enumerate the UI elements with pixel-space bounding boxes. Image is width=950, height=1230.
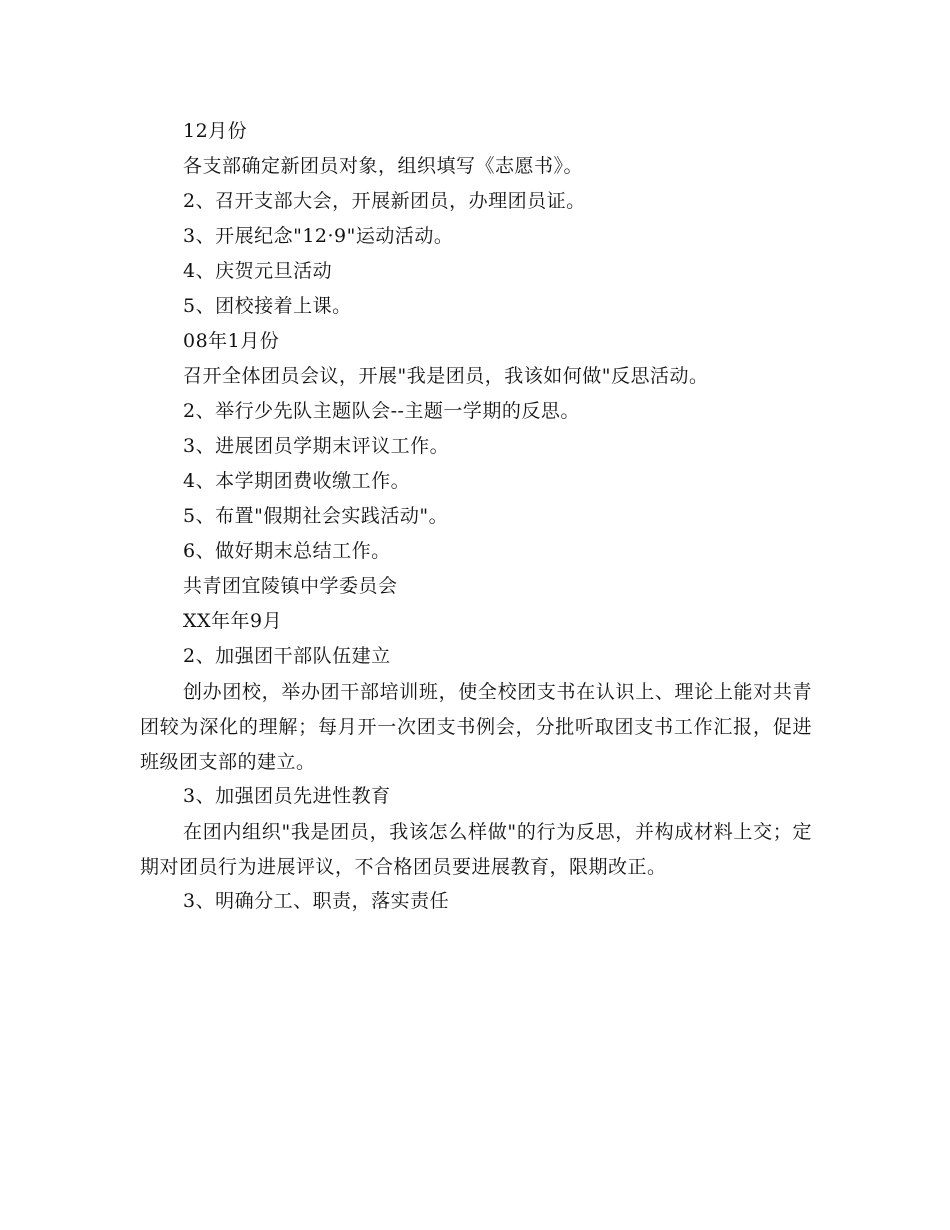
- plan-item: 各支部确定新团员对象，组织填写《志愿书》。: [183, 155, 584, 177]
- plan-item: 5、布置"假期社会实践活动"。: [183, 505, 449, 527]
- plan-item: 5、团校接着上课。: [183, 295, 352, 317]
- plan-item: 3、进展团员学期末评议工作。: [183, 435, 450, 457]
- section-heading: 2、加强团干部队伍建立: [183, 645, 391, 667]
- plan-item: 2、举行少先队主题队会--主题一学期的反思。: [183, 400, 580, 422]
- month-heading-january: 08年1月份: [183, 330, 280, 352]
- month-heading-december: 12月份: [183, 120, 248, 142]
- body-paragraph: 创办团校，举办团干部培训班，使全校团支书在认识上、理论上能对共青团较为深化的理解；每月开一次团支书例会，分批听取团支书工作汇报，促进班级团支部的建立。: [140, 681, 812, 773]
- signature-date: XX年年9月: [183, 610, 283, 632]
- section-heading: 3、加强团员先进性教育: [183, 785, 391, 807]
- plan-item: 4、本学期团费收缴工作。: [183, 470, 411, 492]
- plan-item: 2、召开支部大会，开展新团员，办理团员证。: [183, 190, 586, 212]
- plan-item: 4、庆贺元旦活动: [183, 260, 333, 282]
- plan-item: 6、做好期末总结工作。: [183, 540, 391, 562]
- section-heading: 3、明确分工、职责，落实责任: [183, 890, 450, 912]
- body-paragraph: 在团内组织"我是团员，我该怎么样做"的行为反思，并构成材料上交；定期对团员行为进展评议，不合格团员要进展教育，限期改正。: [140, 821, 812, 878]
- plan-item: 召开全体团员会议，开展"我是团员，我该如何做"反思活动。: [183, 365, 709, 387]
- plan-item: 3、开展纪念"12·9"运动活动。: [183, 225, 454, 247]
- signature-organization: 共青团宜陵镇中学委员会: [183, 575, 398, 597]
